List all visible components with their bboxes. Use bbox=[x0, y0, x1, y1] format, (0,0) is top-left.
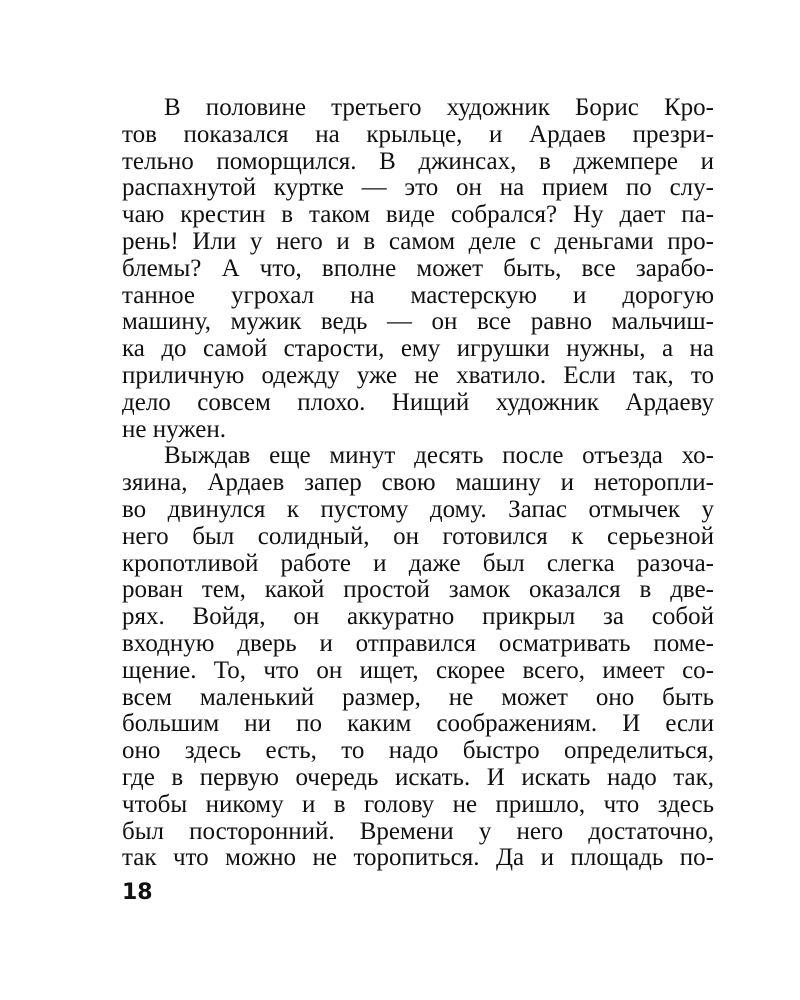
body-text bbox=[122, 95, 714, 872]
text-line: чаю крестин в таком виде собрался? Ну дает па- bbox=[122, 202, 714, 229]
text-line: распахнутой куртке — это он на прием по слу- bbox=[122, 175, 714, 202]
text-line: рень! Или у него и в самом деле с деньгами про- bbox=[122, 228, 714, 255]
page-number: 18 bbox=[122, 880, 153, 905]
text-line: большим ни по каким соображениям. И если bbox=[122, 711, 714, 738]
text-line: тельно поморщился. В джинсах, в джемпере и bbox=[122, 148, 714, 175]
text-line: блемы? А что, вполне может быть, все зарабо- bbox=[122, 255, 714, 282]
text-line: входную дверь и отправился осматривать поме- bbox=[122, 630, 714, 657]
paragraph-2 bbox=[122, 443, 714, 872]
text-line: чтобы никому и в голову не пришло, что здесь bbox=[122, 791, 714, 818]
text-line: дело совсем плохо. Нищий художник Ардаеву bbox=[122, 389, 714, 416]
text-line: не нужен. bbox=[122, 416, 226, 443]
text-line: щение. То, что он ищет, скорее всего, имеет со- bbox=[122, 657, 714, 684]
text-line: кропотливой работе и даже был слегка разоча- bbox=[122, 550, 714, 577]
text-line: машину, мужик ведь — он все равно мальчиш- bbox=[122, 309, 714, 336]
text-line: него был солидный, он готовился к серьезной bbox=[122, 523, 714, 550]
text-line: оно здесь есть, то надо быстро определиться, bbox=[122, 738, 714, 765]
text-line: Выждав еще минут десять после отъезда хо- bbox=[164, 443, 714, 470]
text-line: где в первую очередь искать. И искать надо так, bbox=[122, 764, 714, 791]
text-line: всем маленький размер, не может оно быть bbox=[122, 684, 714, 711]
text-line: тов показался на крыльце, и Ардаев презри- bbox=[122, 121, 714, 148]
text-line: зяина, Ардаев запер свою машину и неторопли- bbox=[122, 470, 714, 497]
text-line: В половине третьего художник Борис Кро- bbox=[164, 95, 714, 121]
text-line: так что можно не торопиться. Да и площадь по- bbox=[122, 845, 714, 872]
text-line: во двинулся к пустому дому. Запас отмычек у bbox=[122, 496, 714, 523]
text-line: рован тем, какой простой замок оказался в две- bbox=[122, 577, 714, 604]
text-line: был посторонний. Времени у него достаточно, bbox=[122, 818, 714, 845]
text-line: ка до самой старости, ему игрушки нужны, а на bbox=[122, 336, 714, 363]
text-line: танное угрохал на мастерскую и дорогую bbox=[122, 282, 714, 309]
text-line: приличную одежду уже не хватило. Если так, то bbox=[122, 362, 714, 389]
paragraph-1 bbox=[122, 95, 714, 443]
text-line: рях. Войдя, он аккуратно прикрыл за собой bbox=[122, 604, 714, 631]
